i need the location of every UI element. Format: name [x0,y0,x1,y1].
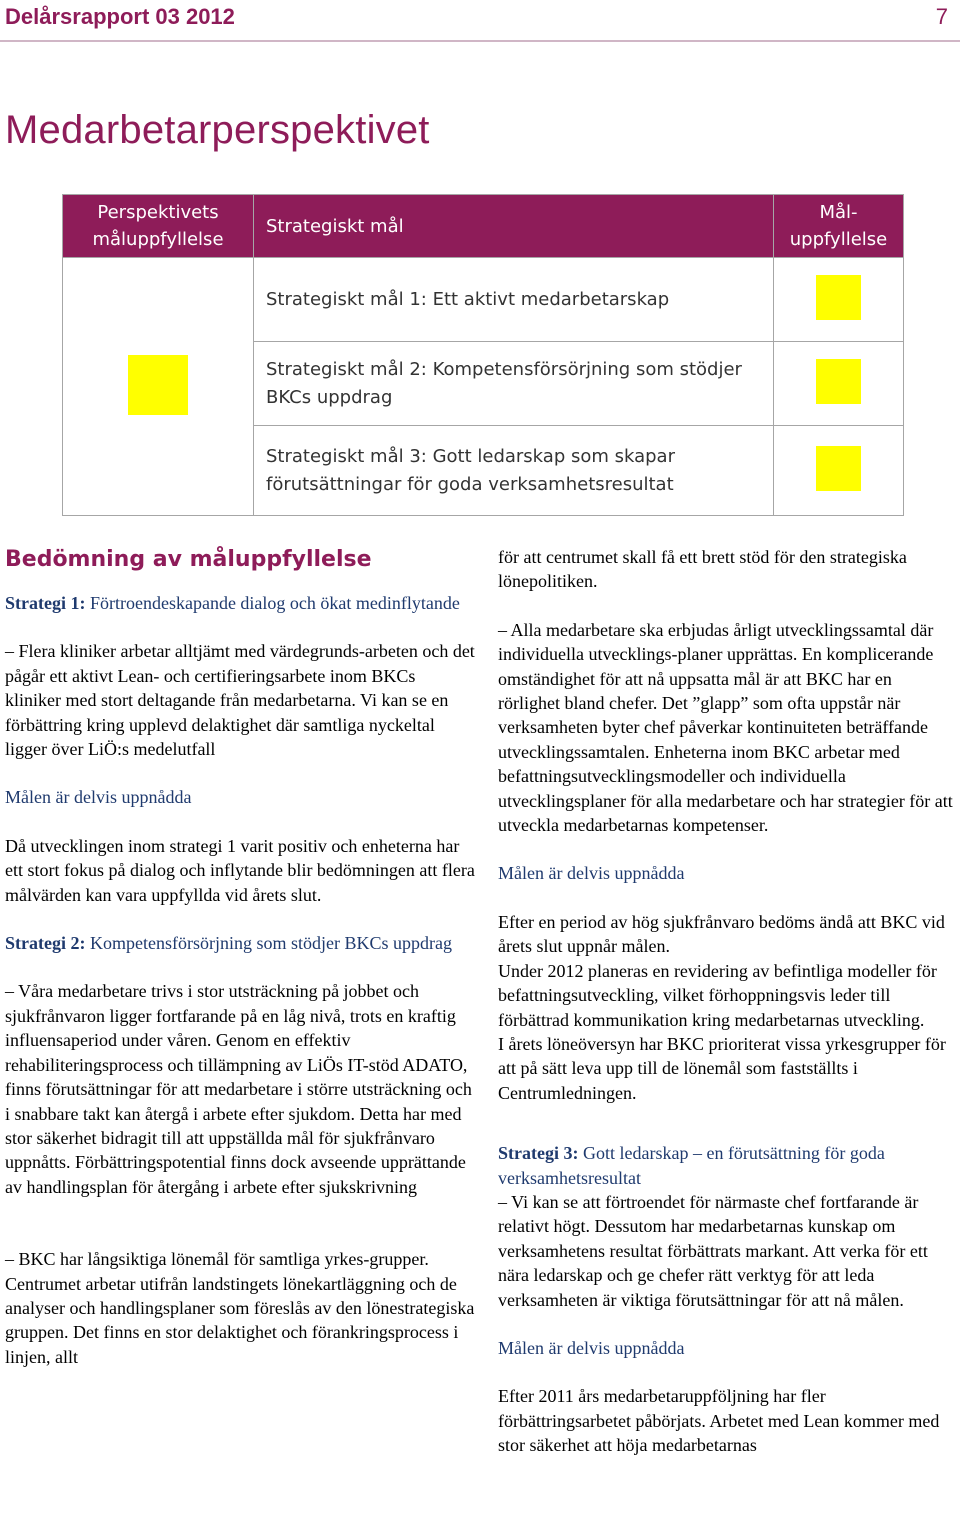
goal-status-indicator [816,275,861,320]
strategy2-paragraph: – Våra medarbetare trivs i stor utsträckning på jobbet och sjukfrånvaron ligger fortfarande på en låg nivå, trots en kraftig influensaperiod under våren. Genom en effektiv rehabiliteringsprocess och tillämpning av LiÖs IT-stöd ADATO, finns förutsättningar för att medarbetare i större utsträckning och i snabbare takt kan återgå i arbete efter sjukdom. Detta har med stor säkerhet bidragit till att uppställda mål för sjukfrånvaro uppnåtts. Förbättringspotential finns dock avseende upprättande av handlingsplan för återgång i arbete efter sjukskrivning [5,981,472,1197]
header-divider [0,40,960,42]
goals-table-header [63,195,904,258]
sick-leave-paragraph: Efter en period av hög sjukfrånvaro bedöms ändå att BKC vid årets slut uppnår målen. [498,911,945,957]
goal-status-cell [774,258,904,342]
strategy3-paragraph: – Vi kan se att förtroendet för närmaste chef fortfarande är relativt högt. Dessutom har medarbetarnas kunskap om verksamhetens resultat förbättrats markant. Att verka för ett nära ledarskap och ge chefer rätt verktyg för att leda verksamheten är viktiga förutsättningar för att nå målen. [498,1191,928,1310]
goals-table [62,194,904,516]
strategy1-status: Målen är delvis uppnådda [5,787,192,808]
strategy1-label: Strategi 1: [5,593,86,613]
strategy1-heading [5,591,475,615]
table-row [63,258,904,342]
strategy2-title: Kompetensförsörjning som stödjer BKCs uppdrag [85,933,452,954]
goal-text: Strategiskt mål 3: Gott ledarskap som skapar förutsättningar för goda verksamhetsresultat [254,426,774,516]
overall-status-indicator [128,355,188,415]
goal-status-cell [774,426,904,516]
continued-paragraph: för att centrumet skall få ett brett stöd för den strategiska lönepolitiken. [498,547,907,592]
strategy3-status: Målen är delvis uppnådda [498,1337,685,1358]
section-title: Medarbetarperspektivet [5,108,430,152]
strategy3-heading [498,1141,958,1190]
strategy2-salary-paragraph: – BKC har långsiktiga lönemål för samtliga yrkes-grupper. Centrumet arbetar utifrån landstingets lönekartläggning och de analyser och handlingsplaner som föreslås av den lönestrategiska gruppen. Det finns en stor delaktighet och förankringsprocess i linjen, allt [5,1249,475,1367]
revision-paragraph: Under 2012 planeras en revidering av befintliga modeller för befattningsutveckling, vilket förhoppningsvis leder till förbättrad kommunikation kring medarbetarnas utveckling. [498,960,937,1030]
report-title: Delårsrapport 03 2012 [5,4,235,29]
strategy2-label: Strategi 2: [5,933,86,954]
strategy1-title: Förtroendeskapande dialog och ökat medinflytande [85,593,460,613]
header-strategic-goal: Strategiskt mål [254,195,774,258]
header-perspective-fulfillment: Perspektivets måluppfyllelse [63,195,254,258]
strategy1-assessment: Då utvecklingen inom strategi 1 varit positiv och enheterna har ett stort fokus på dialog och inflytande blir bedömningen att flera målvärden kan vara uppfyllda vid årets slut. [5,835,475,905]
header-goal-fulfillment: Mål-uppfyllelse [774,195,904,258]
left-column [5,545,475,1369]
right-column [498,545,958,1458]
overall-status-cell [63,258,254,516]
goal-status-indicator [816,446,861,491]
goal-text: Strategiskt mål 2: Kompetensförsörjning som stödjer BKCs uppdrag [254,342,774,426]
strategy3-label: Strategi 3: [498,1143,579,1164]
goal-status-indicator [816,359,861,404]
salary-review-paragraph: I årets löneöversyn har BKC prioriterat vissa yrkesgrupper för att på sätt leva upp till de lönemål som fastställts i Centrumledningen. [498,1033,946,1103]
follow-up-paragraph: Efter 2011 års medarbetaruppföljning har fler förbättringsarbetet påbörjats. Arbetet med Lean kommer med stor säkerhet att höja medarbetarnas [498,1386,940,1456]
assessment-heading: Bedömning av måluppfyllelse [5,547,372,572]
strategy1-paragraph: – Flera kliniker arbetar alltjämt med värdegrunds-arbeten och det pågår ett aktivt Lean- och certifieringsarbete inom BKCs kliniker med stort deltagande från medarbetarna. Vi kan se en förbättring kring upplevd delaktighet där samtliga nyckeltal ligger över LiÖ:s medelutfall [5,641,475,760]
goal-text: Strategiskt mål 1: Ett aktivt medarbetarskap [254,258,774,342]
strategy2-heading [5,931,475,955]
development-talks-paragraph: – Alla medarbetare ska erbjudas årligt utvecklingssamtal där individuella utvecklings-planer upprättas. En komplicerande omständighet för att nå uppsatta mål är att BKC har en rörlighet bland chefer. Det ”glapp” som ofta uppstår när verksamheten byter chef påverkar kontinuiteten beträffande utvecklingssamtalen. Enheterna inom BKC arbetar med befattningsutvecklingsmodeller och individuella utvecklingsplaner för alla medarbetare och har strategier för att utveckla medarbetarnas kompetenser. [498,619,953,836]
goal-status-cell [774,342,904,426]
strategy2-status: Målen är delvis uppnådda [498,863,685,884]
strategy3-title: Gott ledarskap – en förutsättning för goda verksamhetsresultat [498,1143,885,1188]
page-number: 7 [935,4,948,29]
